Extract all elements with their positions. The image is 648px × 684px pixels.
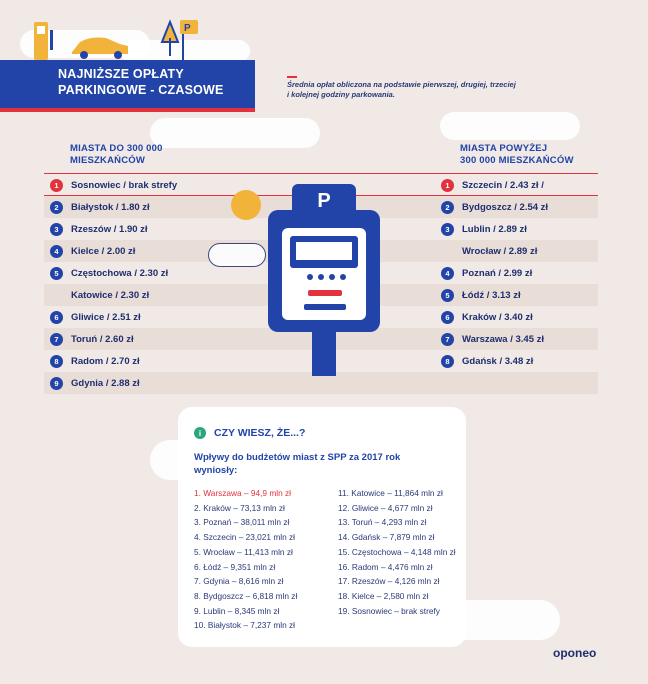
list-item: 2. Kraków – 73,13 mln zł	[194, 502, 285, 513]
title-accent	[0, 108, 255, 112]
list-item: 6 Gliwice / 2.51 zł	[50, 306, 141, 328]
rank-badge: 6	[441, 311, 454, 324]
list-item: 5. Wrocław – 11,413 mln zł	[194, 546, 293, 557]
rank-badge: 8	[441, 355, 454, 368]
list-item: 16. Radom – 4,476 mln zł	[338, 561, 433, 572]
tree-icon	[162, 22, 178, 56]
left-column-heading: MIASTA DO 300 000 MIESZKAŃCÓW	[70, 143, 163, 166]
brand-logo: oponeo	[553, 646, 597, 660]
list-item: 1 Szczecin / 2.43 zł /	[441, 174, 544, 196]
page-title	[0, 60, 255, 108]
sun-icon	[231, 190, 261, 220]
panel-heading-text: CZY WIESZ, ŻE...?	[214, 427, 306, 439]
list-item: 9 Gdynia / 2.88 zł	[50, 372, 140, 394]
rank-badge: 6	[50, 311, 63, 324]
list-item: Wrocław / 2.89 zł	[441, 240, 537, 262]
right-column-heading: MIASTA POWYŻEJ 300 000 MIESZKAŃCÓW	[460, 143, 574, 166]
rank-badge: 1	[441, 179, 454, 192]
list-item: 8. Bydgoszcz – 6,818 mln zł	[194, 590, 298, 601]
list-item: 3 Lublin / 2.89 zł	[441, 218, 527, 240]
list-item: 1 Sosnowiec / brak strefy	[50, 174, 177, 196]
rank-badge: 7	[50, 333, 63, 346]
list-item: 15. Częstochowa – 4,148 mln zł	[338, 546, 456, 557]
panel-subtitle: Wpływy do budżetów miast z SPP za 2017 rok wyniosły:	[194, 452, 401, 476]
list-item: 7 Warszawa / 3.45 zł	[441, 328, 544, 350]
cloud-right	[440, 112, 580, 140]
list-item: 13. Toruń – 4,293 mln zł	[338, 517, 427, 528]
list-item: 7. Gdynia – 8,616 mln zł	[194, 576, 284, 587]
did-you-know-panel	[178, 407, 466, 647]
panel-heading	[194, 427, 305, 439]
rank-badge: 5	[50, 267, 63, 280]
list-item: Katowice / 2.30 zł	[50, 284, 149, 306]
list-item: 18. Kielce – 2,580 mln zł	[338, 590, 429, 601]
list-item: 14. Gdańsk – 7,879 mln zł	[338, 532, 435, 543]
rank-badge: 1	[50, 179, 63, 192]
revenue-list-right	[338, 486, 456, 618]
list-item: 4 Poznań / 2.99 zł	[441, 262, 532, 284]
street-illustration	[20, 8, 220, 64]
list-item: 17. Rzeszów – 4,126 mln zł	[338, 576, 440, 587]
info-icon: i	[194, 427, 206, 439]
list-item: 3. Poznań – 38,011 mln zł	[194, 517, 290, 528]
meter-sign-letter: P	[317, 190, 331, 212]
list-item: 10. Białystok – 7,237 mln zł	[194, 620, 295, 631]
svg-text:P: P	[184, 23, 191, 34]
methodology-note: Średnia opłat obliczona na podstawie pierwszej, drugiej, trzeciej i kolejnej godziny parkowania.	[287, 80, 516, 99]
list-item: 7 Toruń / 2.60 zł	[50, 328, 134, 350]
list-item: 4. Szczecin – 23,021 mln zł	[194, 532, 295, 543]
cloud-mid	[150, 118, 320, 148]
cloud-meter	[208, 243, 266, 267]
list-item: 8 Radom / 2.70 zł	[50, 350, 140, 372]
title-line-1: NAJNIŻSZE OPŁATY	[58, 67, 184, 81]
rank-badge: 2	[50, 201, 63, 214]
revenue-list-left	[194, 486, 297, 633]
list-item: 5 Łódź / 3.13 zł	[441, 284, 521, 306]
list-item: 2 Bydgoszcz / 2.54 zł	[441, 196, 548, 218]
rank-badge	[50, 289, 63, 302]
rank-badge: 4	[50, 245, 63, 258]
rank-badge: 3	[441, 223, 454, 236]
list-item: 6. Łódź – 9,351 mln zł	[194, 561, 276, 572]
parking-meter-illustration	[266, 180, 384, 380]
list-item: 11. Katowice – 11,864 mln zł	[338, 488, 443, 498]
rank-badge: 2	[441, 201, 454, 214]
rank-badge: 9	[50, 377, 63, 390]
list-item: 19. Sosnowiec – brak strefy	[338, 605, 440, 616]
rank-badge	[441, 245, 454, 258]
list-item: 1. Warszawa – 94,9 mln zł	[194, 488, 291, 498]
list-item: 9. Lublin – 8,345 mln zł	[194, 605, 280, 616]
list-item: 2 Białystok / 1.80 zł	[50, 196, 150, 218]
rank-badge: 3	[50, 223, 63, 236]
list-item: 12. Gliwice – 4,677 mln zł	[338, 502, 433, 513]
list-item: 4 Kielce / 2.00 zł	[50, 240, 135, 262]
rank-badge: 5	[441, 289, 454, 302]
list-item: 3 Rzeszów / 1.90 zł	[50, 218, 148, 240]
rank-badge: 8	[50, 355, 63, 368]
title-line-2: PARKINGOWE - CZASOWE	[58, 83, 224, 97]
list-item: 5 Częstochowa / 2.30 zł	[50, 262, 168, 284]
list-item: 6 Kraków / 3.40 zł	[441, 306, 533, 328]
rank-badge: 4	[441, 267, 454, 280]
list-item: 8 Gdańsk / 3.48 zł	[441, 350, 533, 372]
rank-badge: 7	[441, 333, 454, 346]
note-dash	[287, 76, 297, 78]
